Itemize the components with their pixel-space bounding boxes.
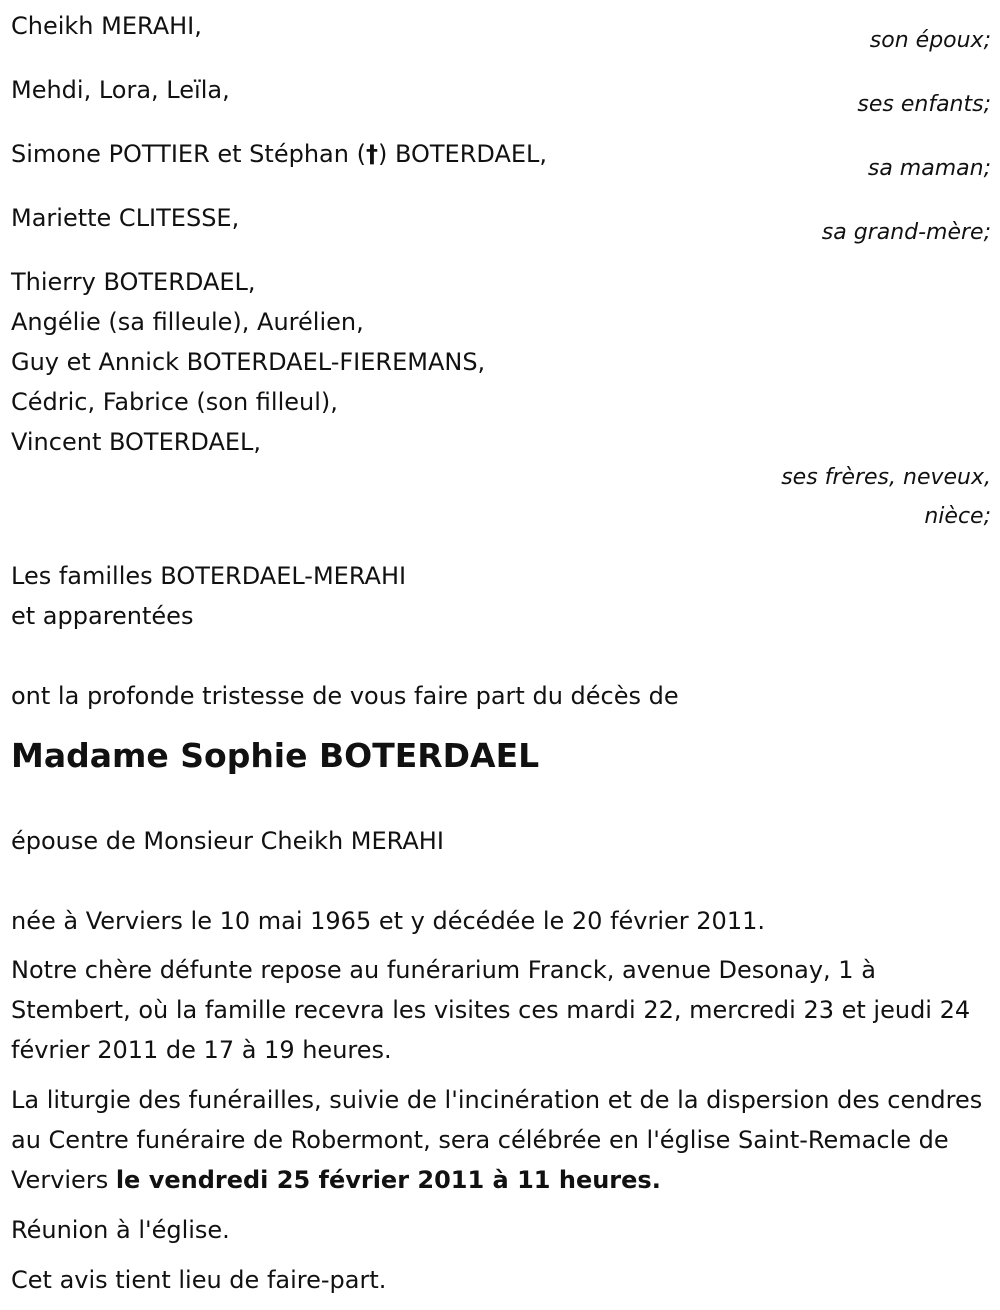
sibling-name: Vincent BOTERDAEL, — [11, 428, 262, 456]
sibling-name: Thierry BOTERDAEL, — [11, 268, 256, 296]
sibling-name: Angélie (sa filleule), Aurélien, — [11, 308, 364, 336]
siblings-relation: ses frères, neveux, nièce; — [781, 465, 991, 529]
mourner-name: Cheikh MERAHI, — [11, 12, 202, 40]
liturgy-paragraph: La liturgie des funérailles, suivie de l'incinération et de la dispersion des cendres au Centre funéraire de Robermont, sera célébrée en l'église Saint-Remacle de Verviers le vendredi 25 février 2011 à 11 heures. — [11, 1086, 983, 1194]
mourner-name: Simone POTTIER et Stéphan (†) BOTERDAEL, — [11, 140, 548, 168]
ceremony-date: le vendredi 25 février 2011 à 11 heures. — [115, 1166, 661, 1194]
families-line: Les familles BOTERDAEL-MERAHI — [11, 562, 407, 590]
cross-icon: † — [365, 140, 378, 168]
mourner-relation: sa maman; — [867, 156, 991, 181]
announcement-text: ont la profonde tristesse de vous faire part du décès de — [11, 682, 679, 710]
birth-death-line: née à Verviers le 10 mai 1965 et y décédée le 20 février 2011. — [11, 907, 765, 935]
mourner-relation: ses enfants; — [857, 92, 991, 117]
families-line: et apparentées — [11, 602, 194, 630]
sibling-name: Guy et Annick BOTERDAEL-FIEREMANS, — [11, 348, 486, 376]
closing-line: Cet avis tient lieu de faire-part. — [11, 1266, 387, 1294]
mourner-name: Mehdi, Lora, Leïla, — [11, 76, 230, 104]
obituary-notice — [11, 6, 991, 1310]
deceased-name: Madame Sophie BOTERDAEL — [11, 736, 540, 775]
meeting-line: Réunion à l'église. — [11, 1216, 230, 1244]
sibling-name: Cédric, Fabrice (son filleul), — [11, 388, 338, 416]
mourner-name: Mariette CLITESSE, — [11, 204, 240, 232]
mourner-relation: sa grand-mère; — [821, 220, 991, 245]
spouse-line: épouse de Monsieur Cheikh MERAHI — [11, 827, 444, 855]
visitation-paragraph: Notre chère défunte repose au funérarium Franck, avenue Desonay, 1 à Stembert, où la famille recevra les visites ces mardi 22, mercredi 23 et jeudi 24 février 2011 de 17 à 19 heures. — [11, 956, 971, 1064]
mourner-relation: son époux; — [869, 28, 991, 53]
